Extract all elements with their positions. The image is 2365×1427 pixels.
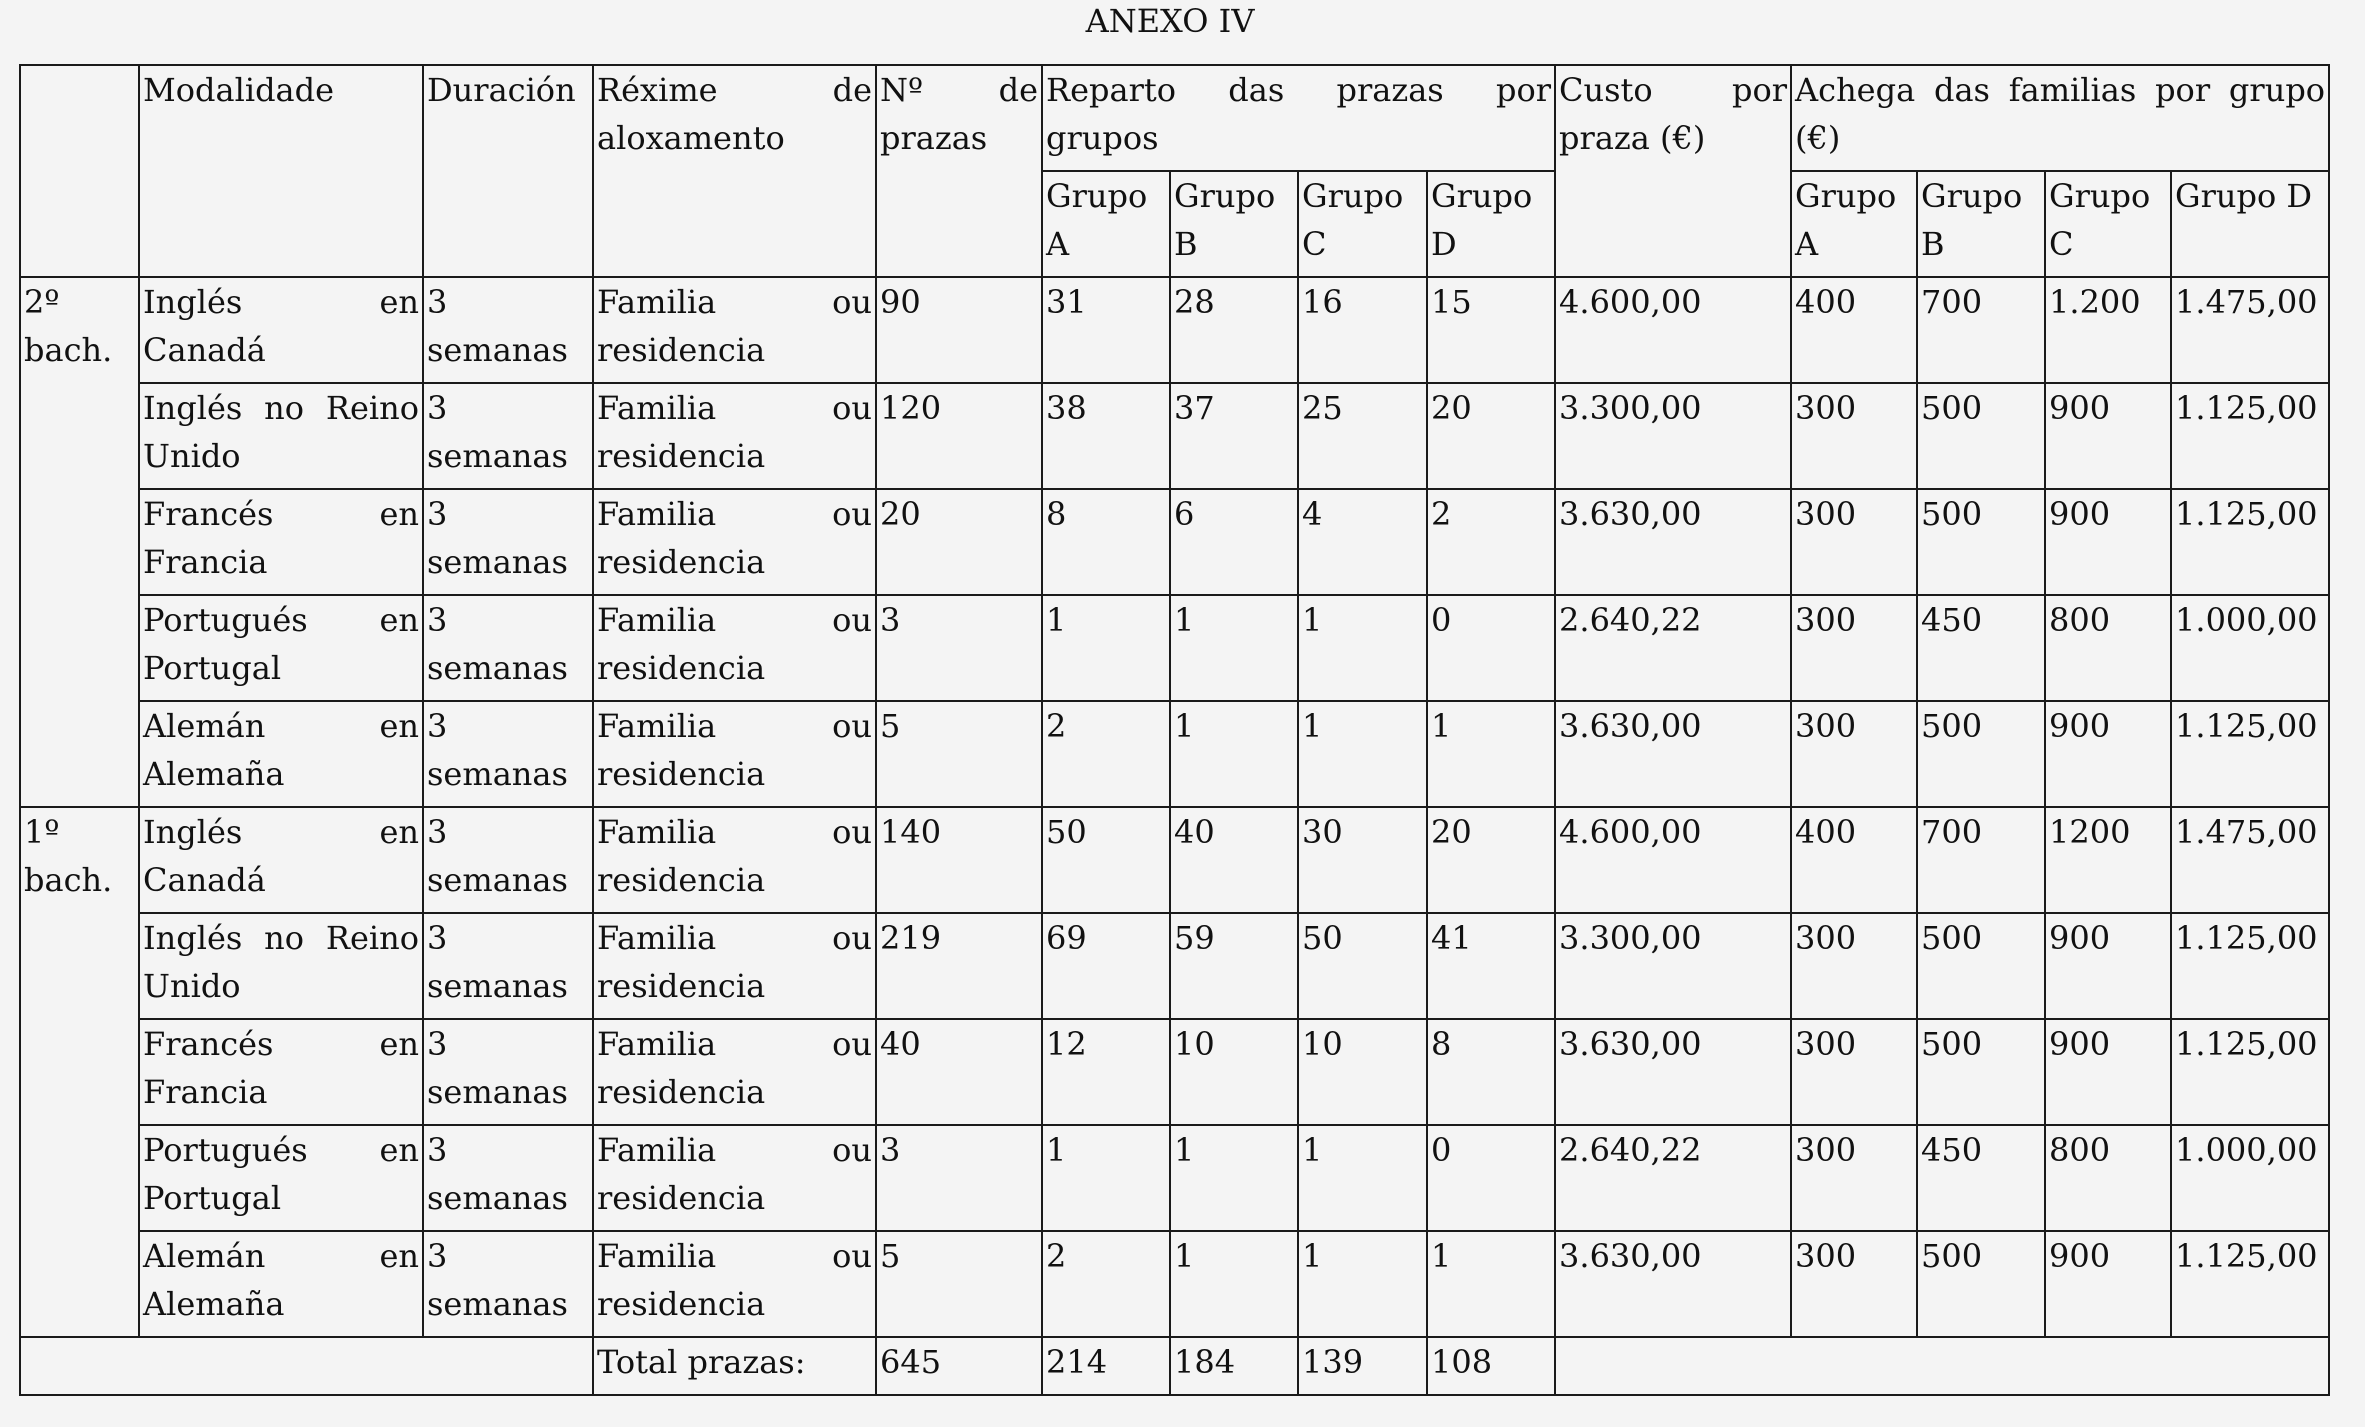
prazas-cell: 120 — [876, 383, 1042, 489]
total-reparto-group-c: 139 — [1298, 1337, 1427, 1395]
header-rexime: Réxime de aloxamento — [593, 65, 876, 277]
duracion-cell: 3 semanas — [423, 1231, 593, 1337]
reparto-group-a-cell: 69 — [1042, 913, 1170, 1019]
custo-cell: 3.630,00 — [1555, 489, 1791, 595]
achega-group-d-cell: 1.475,00 — [2171, 807, 2329, 913]
achega-group-a-cell: 300 — [1791, 1019, 1917, 1125]
reparto-group-c-cell: 10 — [1298, 1019, 1427, 1125]
reparto-group-d-cell: 1 — [1427, 1231, 1555, 1337]
achega-group-b-cell: 500 — [1917, 701, 2045, 807]
achega-group-b-cell: 500 — [1917, 1231, 2045, 1337]
prazas-cell: 90 — [876, 277, 1042, 383]
reparto-group-a-cell: 12 — [1042, 1019, 1170, 1125]
reparto-group-b-cell: 37 — [1170, 383, 1298, 489]
reparto-group-a-cell: 8 — [1042, 489, 1170, 595]
rexime-cell: Familia ou residencia — [593, 489, 876, 595]
achega-group-c-cell: 900 — [2045, 913, 2171, 1019]
prazas-cell: 5 — [876, 1231, 1042, 1337]
duracion-cell: 3 semanas — [423, 913, 593, 1019]
annex-table — [19, 64, 2330, 1396]
reparto-group-c-cell: 50 — [1298, 913, 1427, 1019]
reparto-group-c-cell: 1 — [1298, 595, 1427, 701]
duracion-cell: 3 semanas — [423, 277, 593, 383]
reparto-group-c-cell: 1 — [1298, 701, 1427, 807]
prazas-cell: 20 — [876, 489, 1042, 595]
rexime-cell: Familia ou residencia — [593, 807, 876, 913]
custo-cell: 3.300,00 — [1555, 383, 1791, 489]
duracion-cell: 3 semanas — [423, 383, 593, 489]
modalidade-cell: Portugués en Portugal — [139, 1125, 423, 1231]
reparto-group-a-cell: 2 — [1042, 1231, 1170, 1337]
total-trailing-cell — [1555, 1337, 2329, 1395]
modalidade-cell: Alemán en Alemaña — [139, 701, 423, 807]
achega-group-b-cell: 500 — [1917, 489, 2045, 595]
custo-cell: 2.640,22 — [1555, 1125, 1791, 1231]
achega-group-b-cell: 700 — [1917, 807, 2045, 913]
table-row — [20, 383, 2329, 489]
reparto-group-b-cell: 59 — [1170, 913, 1298, 1019]
achega-group-d-cell: 1.125,00 — [2171, 701, 2329, 807]
reparto-group-d-cell: 20 — [1427, 383, 1555, 489]
modalidade-cell: Inglés no Reino Unido — [139, 383, 423, 489]
achega-group-d-cell: 1.125,00 — [2171, 1019, 2329, 1125]
custo-cell: 2.640,22 — [1555, 595, 1791, 701]
achega-group-b-cell: 450 — [1917, 1125, 2045, 1231]
modalidade-cell: Inglés en Canadá — [139, 277, 423, 383]
achega-group-a-cell: 300 — [1791, 913, 1917, 1019]
total-reparto-group-b: 184 — [1170, 1337, 1298, 1395]
table-row — [20, 1019, 2329, 1125]
header-modalidade: Modalidade — [139, 65, 423, 277]
table-row — [20, 1125, 2329, 1231]
table-row — [20, 1231, 2329, 1337]
achega-group-c-cell: 1200 — [2045, 807, 2171, 913]
achega-group-c-cell: 800 — [2045, 595, 2171, 701]
header-achega: Achega das familias por grupo (€) — [1791, 65, 2329, 171]
achega-group-c-cell: 900 — [2045, 489, 2171, 595]
total-reparto-group-d: 108 — [1427, 1337, 1555, 1395]
header-reparto-group-a: Grupo A — [1042, 171, 1170, 277]
header-course-cell — [20, 65, 139, 277]
duracion-cell: 3 semanas — [423, 595, 593, 701]
reparto-group-b-cell: 1 — [1170, 595, 1298, 701]
rexime-cell: Familia ou residencia — [593, 277, 876, 383]
table-row — [20, 595, 2329, 701]
table-row — [20, 913, 2329, 1019]
duracion-cell: 3 semanas — [423, 807, 593, 913]
achega-group-d-cell: 1.125,00 — [2171, 489, 2329, 595]
table-row — [20, 807, 2329, 913]
header-duracion: Duración — [423, 65, 593, 277]
reparto-group-d-cell: 15 — [1427, 277, 1555, 383]
header-achega-group-b: Grupo B — [1917, 171, 2045, 277]
course-cell: 2º bach. — [20, 277, 139, 807]
achega-group-a-cell: 300 — [1791, 595, 1917, 701]
reparto-group-b-cell: 28 — [1170, 277, 1298, 383]
achega-group-a-cell: 300 — [1791, 1125, 1917, 1231]
duracion-cell: 3 semanas — [423, 701, 593, 807]
achega-group-a-cell: 400 — [1791, 807, 1917, 913]
reparto-group-a-cell: 2 — [1042, 701, 1170, 807]
prazas-cell: 5 — [876, 701, 1042, 807]
header-custo: Custo por praza (€) — [1555, 65, 1791, 277]
prazas-cell: 140 — [876, 807, 1042, 913]
achega-group-c-cell: 900 — [2045, 1231, 2171, 1337]
reparto-group-c-cell: 4 — [1298, 489, 1427, 595]
reparto-group-d-cell: 20 — [1427, 807, 1555, 913]
achega-group-d-cell: 1.125,00 — [2171, 1231, 2329, 1337]
achega-group-a-cell: 300 — [1791, 1231, 1917, 1337]
achega-group-b-cell: 500 — [1917, 913, 2045, 1019]
modalidade-cell: Portugués en Portugal — [139, 595, 423, 701]
achega-group-b-cell: 450 — [1917, 595, 2045, 701]
rexime-cell: Familia ou residencia — [593, 383, 876, 489]
duracion-cell: 3 semanas — [423, 489, 593, 595]
rexime-cell: Familia ou residencia — [593, 701, 876, 807]
header-reparto-group-b: Grupo B — [1170, 171, 1298, 277]
achega-group-d-cell: 1.000,00 — [2171, 595, 2329, 701]
prazas-cell: 3 — [876, 595, 1042, 701]
reparto-group-d-cell: 1 — [1427, 701, 1555, 807]
prazas-cell: 40 — [876, 1019, 1042, 1125]
total-label: Total prazas: — [593, 1337, 876, 1395]
rexime-cell: Familia ou residencia — [593, 1125, 876, 1231]
reparto-group-b-cell: 1 — [1170, 1125, 1298, 1231]
modalidade-cell: Francés en Francia — [139, 1019, 423, 1125]
prazas-cell: 3 — [876, 1125, 1042, 1231]
page-title: ANEXO IV — [1085, 2, 1255, 40]
modalidade-cell: Inglés en Canadá — [139, 807, 423, 913]
reparto-group-b-cell: 6 — [1170, 489, 1298, 595]
rexime-cell: Familia ou residencia — [593, 1231, 876, 1337]
reparto-group-d-cell: 8 — [1427, 1019, 1555, 1125]
reparto-group-a-cell: 50 — [1042, 807, 1170, 913]
header-achega-group-c: Grupo C — [2045, 171, 2171, 277]
achega-group-c-cell: 900 — [2045, 701, 2171, 807]
reparto-group-d-cell: 0 — [1427, 595, 1555, 701]
header-reparto-group-d: Grupo D — [1427, 171, 1555, 277]
achega-group-c-cell: 1.200 — [2045, 277, 2171, 383]
reparto-group-b-cell: 1 — [1170, 1231, 1298, 1337]
modalidade-cell: Francés en Francia — [139, 489, 423, 595]
custo-cell: 3.300,00 — [1555, 913, 1791, 1019]
total-reparto-group-a: 214 — [1042, 1337, 1170, 1395]
reparto-group-c-cell: 1 — [1298, 1125, 1427, 1231]
modalidade-cell: Alemán en Alemaña — [139, 1231, 423, 1337]
achega-group-c-cell: 800 — [2045, 1125, 2171, 1231]
achega-group-b-cell: 500 — [1917, 1019, 2045, 1125]
reparto-group-d-cell: 2 — [1427, 489, 1555, 595]
achega-group-c-cell: 900 — [2045, 1019, 2171, 1125]
reparto-group-c-cell: 16 — [1298, 277, 1427, 383]
reparto-group-a-cell: 38 — [1042, 383, 1170, 489]
table-row — [20, 277, 2329, 383]
achega-group-d-cell: 1.125,00 — [2171, 383, 2329, 489]
achega-group-a-cell: 300 — [1791, 701, 1917, 807]
reparto-group-a-cell: 1 — [1042, 1125, 1170, 1231]
reparto-group-a-cell: 1 — [1042, 595, 1170, 701]
table-row — [20, 701, 2329, 807]
achega-group-b-cell: 500 — [1917, 383, 2045, 489]
modalidade-cell: Inglés no Reino Unido — [139, 913, 423, 1019]
achega-group-c-cell: 900 — [2045, 383, 2171, 489]
rexime-cell: Familia ou residencia — [593, 1019, 876, 1125]
reparto-group-c-cell: 30 — [1298, 807, 1427, 913]
reparto-group-b-cell: 1 — [1170, 701, 1298, 807]
achega-group-a-cell: 300 — [1791, 489, 1917, 595]
total-row — [20, 1337, 2329, 1395]
reparto-group-d-cell: 0 — [1427, 1125, 1555, 1231]
reparto-group-d-cell: 41 — [1427, 913, 1555, 1019]
achega-group-a-cell: 300 — [1791, 383, 1917, 489]
rexime-cell: Familia ou residencia — [593, 913, 876, 1019]
custo-cell: 4.600,00 — [1555, 807, 1791, 913]
reparto-group-b-cell: 40 — [1170, 807, 1298, 913]
reparto-group-c-cell: 1 — [1298, 1231, 1427, 1337]
rexime-cell: Familia ou residencia — [593, 595, 876, 701]
header-reparto: Reparto das prazas por grupos — [1042, 65, 1555, 171]
achega-group-a-cell: 400 — [1791, 277, 1917, 383]
custo-cell: 4.600,00 — [1555, 277, 1791, 383]
table-row — [20, 489, 2329, 595]
custo-cell: 3.630,00 — [1555, 1231, 1791, 1337]
header-achega-group-a: Grupo A — [1791, 171, 1917, 277]
achega-group-b-cell: 700 — [1917, 277, 2045, 383]
header-row — [20, 65, 2329, 171]
prazas-cell: 219 — [876, 913, 1042, 1019]
header-prazas: Nº de prazas — [876, 65, 1042, 277]
achega-group-d-cell: 1.125,00 — [2171, 913, 2329, 1019]
course-cell: 1º bach. — [20, 807, 139, 1337]
total-empty-cell — [20, 1337, 593, 1395]
achega-group-d-cell: 1.475,00 — [2171, 277, 2329, 383]
duracion-cell: 3 semanas — [423, 1019, 593, 1125]
header-reparto-group-c: Grupo C — [1298, 171, 1427, 277]
reparto-group-c-cell: 25 — [1298, 383, 1427, 489]
duracion-cell: 3 semanas — [423, 1125, 593, 1231]
custo-cell: 3.630,00 — [1555, 1019, 1791, 1125]
reparto-group-b-cell: 10 — [1170, 1019, 1298, 1125]
total-prazas: 645 — [876, 1337, 1042, 1395]
achega-group-d-cell: 1.000,00 — [2171, 1125, 2329, 1231]
reparto-group-a-cell: 31 — [1042, 277, 1170, 383]
custo-cell: 3.630,00 — [1555, 701, 1791, 807]
header-achega-group-d: Grupo D — [2171, 171, 2329, 277]
